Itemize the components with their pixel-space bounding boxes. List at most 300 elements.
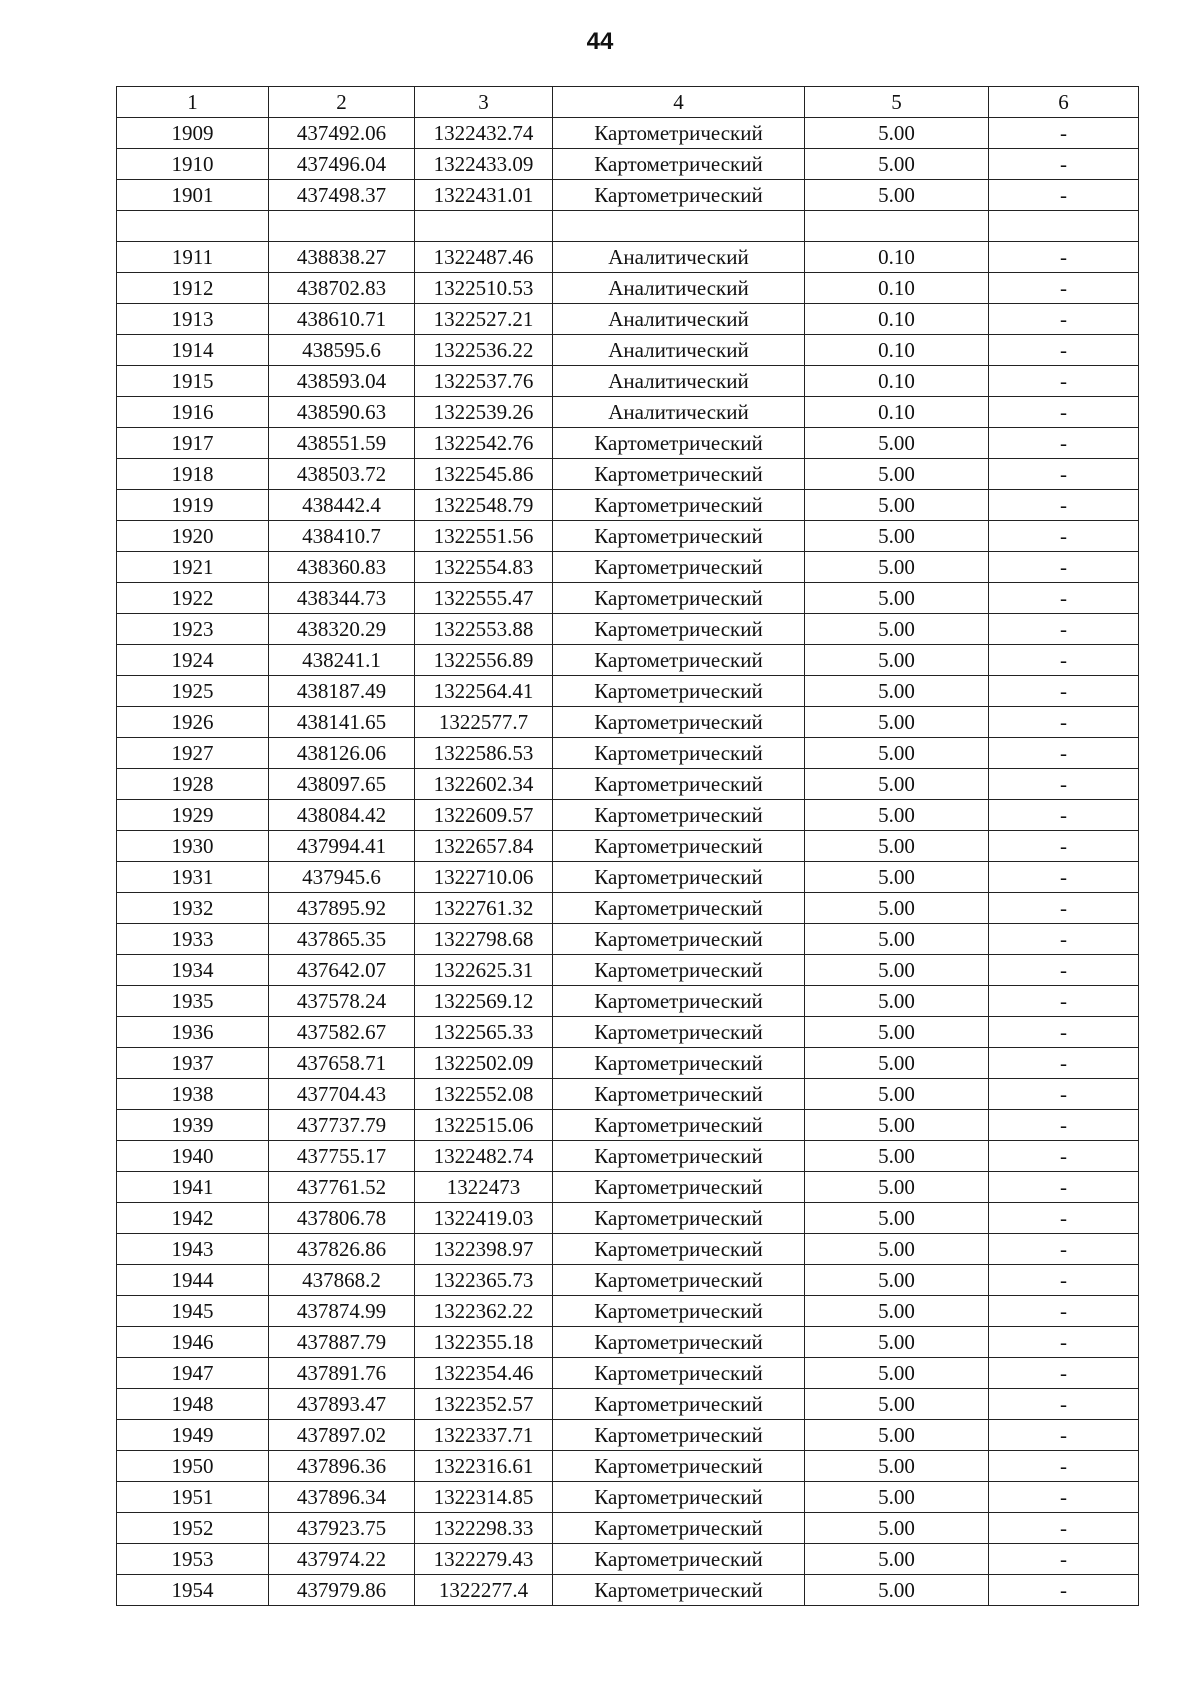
- note-cell: -: [989, 1079, 1139, 1110]
- note-cell: -: [989, 1234, 1139, 1265]
- accuracy-cell: 5.00: [805, 1265, 989, 1296]
- method-cell: Картометрический: [553, 893, 805, 924]
- y-coordinate-cell: 1322365.73: [415, 1265, 553, 1296]
- x-coordinate-cell: 438503.72: [269, 459, 415, 490]
- method-cell: Картометрический: [553, 1172, 805, 1203]
- note-cell: -: [989, 1575, 1139, 1606]
- y-coordinate-cell: 1322473: [415, 1172, 553, 1203]
- table-row: [117, 1358, 1139, 1389]
- x-coordinate-cell: 437893.47: [269, 1389, 415, 1420]
- x-coordinate-cell: 438595.6: [269, 335, 415, 366]
- method-cell: Картометрический: [553, 1451, 805, 1482]
- y-coordinate-cell: 1322316.61: [415, 1451, 553, 1482]
- table-row: [117, 335, 1139, 366]
- x-coordinate-cell: 438241.1: [269, 645, 415, 676]
- y-coordinate-cell: 1322577.7: [415, 707, 553, 738]
- note-cell: -: [989, 862, 1139, 893]
- method-cell: Картометрический: [553, 707, 805, 738]
- table-row: [117, 304, 1139, 335]
- y-coordinate-cell: 1322537.76: [415, 366, 553, 397]
- note-cell: -: [989, 1513, 1139, 1544]
- method-cell: Картометрический: [553, 1203, 805, 1234]
- table-row: [117, 242, 1139, 273]
- note-cell: -: [989, 738, 1139, 769]
- y-coordinate-cell: 1322552.08: [415, 1079, 553, 1110]
- accuracy-cell: 5.00: [805, 521, 989, 552]
- y-coordinate-cell: 1322419.03: [415, 1203, 553, 1234]
- table-row: [117, 614, 1139, 645]
- table-row: [117, 893, 1139, 924]
- method-cell: Картометрический: [553, 1048, 805, 1079]
- method-cell: Картометрический: [553, 1017, 805, 1048]
- note-cell: -: [989, 614, 1139, 645]
- method-cell: Картометрический: [553, 769, 805, 800]
- note-cell: -: [989, 1172, 1139, 1203]
- method-cell: Картометрический: [553, 986, 805, 1017]
- y-coordinate-cell: 1322536.22: [415, 335, 553, 366]
- x-coordinate-cell: 437704.43: [269, 1079, 415, 1110]
- x-coordinate-cell: 437923.75: [269, 1513, 415, 1544]
- method-cell: [553, 211, 805, 242]
- method-cell: Картометрический: [553, 1079, 805, 1110]
- point-number-cell: 1936: [117, 1017, 269, 1048]
- method-cell: Картометрический: [553, 862, 805, 893]
- point-number-cell: 1935: [117, 986, 269, 1017]
- note-cell: -: [989, 893, 1139, 924]
- accuracy-cell: 5.00: [805, 1172, 989, 1203]
- table-row: [117, 1172, 1139, 1203]
- method-cell: Картометрический: [553, 180, 805, 211]
- table-row: [117, 397, 1139, 428]
- accuracy-cell: 5.00: [805, 1420, 989, 1451]
- note-cell: -: [989, 118, 1139, 149]
- point-number-cell: 1937: [117, 1048, 269, 1079]
- accuracy-cell: 5.00: [805, 955, 989, 986]
- y-coordinate-cell: 1322515.06: [415, 1110, 553, 1141]
- note-cell: -: [989, 645, 1139, 676]
- x-coordinate-cell: 437896.34: [269, 1482, 415, 1513]
- x-coordinate-cell: 438410.7: [269, 521, 415, 552]
- y-coordinate-cell: 1322609.57: [415, 800, 553, 831]
- point-number-cell: 1932: [117, 893, 269, 924]
- accuracy-cell: 5.00: [805, 118, 989, 149]
- point-number-cell: 1951: [117, 1482, 269, 1513]
- accuracy-cell: 5.00: [805, 986, 989, 1017]
- method-cell: Картометрический: [553, 1513, 805, 1544]
- x-coordinate-cell: 438838.27: [269, 242, 415, 273]
- table-row: [117, 1203, 1139, 1234]
- method-cell: Картометрический: [553, 1141, 805, 1172]
- y-coordinate-cell: 1322556.89: [415, 645, 553, 676]
- y-coordinate-cell: 1322510.53: [415, 273, 553, 304]
- y-coordinate-cell: 1322298.33: [415, 1513, 553, 1544]
- table-row: [117, 490, 1139, 521]
- y-coordinate-cell: 1322354.46: [415, 1358, 553, 1389]
- accuracy-cell: [805, 211, 989, 242]
- table-row: [117, 118, 1139, 149]
- method-cell: Картометрический: [553, 1575, 805, 1606]
- point-number-cell: 1930: [117, 831, 269, 862]
- table-row: [117, 645, 1139, 676]
- x-coordinate-cell: 437874.99: [269, 1296, 415, 1327]
- y-coordinate-cell: 1322487.46: [415, 242, 553, 273]
- table-row: [117, 211, 1139, 242]
- point-number-cell: 1944: [117, 1265, 269, 1296]
- point-number-cell: 1920: [117, 521, 269, 552]
- method-cell: Картометрический: [553, 676, 805, 707]
- y-coordinate-cell: 1322710.06: [415, 862, 553, 893]
- y-coordinate-cell: 1322569.12: [415, 986, 553, 1017]
- x-coordinate-cell: 438442.4: [269, 490, 415, 521]
- y-coordinate-cell: 1322548.79: [415, 490, 553, 521]
- accuracy-cell: 5.00: [805, 1234, 989, 1265]
- accuracy-cell: 5.00: [805, 831, 989, 862]
- point-number-cell: 1901: [117, 180, 269, 211]
- x-coordinate-cell: 437578.24: [269, 986, 415, 1017]
- x-coordinate-cell: 437865.35: [269, 924, 415, 955]
- method-cell: Картометрический: [553, 1234, 805, 1265]
- x-coordinate-cell: 437496.04: [269, 149, 415, 180]
- x-coordinate-cell: 437887.79: [269, 1327, 415, 1358]
- note-cell: -: [989, 676, 1139, 707]
- point-number-cell: 1950: [117, 1451, 269, 1482]
- note-cell: -: [989, 459, 1139, 490]
- method-cell: Картометрический: [553, 1482, 805, 1513]
- note-cell: -: [989, 800, 1139, 831]
- accuracy-cell: 5.00: [805, 1048, 989, 1079]
- point-number-cell: 1939: [117, 1110, 269, 1141]
- table-row: [117, 862, 1139, 893]
- note-cell: -: [989, 1420, 1139, 1451]
- method-cell: Картометрический: [553, 149, 805, 180]
- accuracy-cell: 5.00: [805, 583, 989, 614]
- accuracy-cell: 5.00: [805, 1389, 989, 1420]
- note-cell: -: [989, 1265, 1139, 1296]
- method-cell: Картометрический: [553, 1296, 805, 1327]
- x-coordinate-cell: [269, 211, 415, 242]
- note-cell: -: [989, 1203, 1139, 1234]
- point-number-cell: 1924: [117, 645, 269, 676]
- point-number-cell: 1922: [117, 583, 269, 614]
- point-number-cell: 1919: [117, 490, 269, 521]
- note-cell: -: [989, 1451, 1139, 1482]
- point-number-cell: 1953: [117, 1544, 269, 1575]
- accuracy-cell: 0.10: [805, 366, 989, 397]
- note-cell: -: [989, 428, 1139, 459]
- point-number-cell: 1952: [117, 1513, 269, 1544]
- method-cell: Картометрический: [553, 428, 805, 459]
- point-number-cell: 1947: [117, 1358, 269, 1389]
- method-cell: Картометрический: [553, 1389, 805, 1420]
- y-coordinate-cell: 1322554.83: [415, 552, 553, 583]
- note-cell: -: [989, 924, 1139, 955]
- y-coordinate-cell: 1322798.68: [415, 924, 553, 955]
- accuracy-cell: 0.10: [805, 397, 989, 428]
- x-coordinate-cell: 437896.36: [269, 1451, 415, 1482]
- y-coordinate-cell: 1322432.74: [415, 118, 553, 149]
- point-number-cell: 1925: [117, 676, 269, 707]
- method-cell: Аналитический: [553, 242, 805, 273]
- accuracy-cell: 5.00: [805, 490, 989, 521]
- accuracy-cell: 5.00: [805, 1575, 989, 1606]
- point-number-cell: 1915: [117, 366, 269, 397]
- note-cell: -: [989, 583, 1139, 614]
- table-body: [117, 118, 1139, 1606]
- method-cell: Картометрический: [553, 1265, 805, 1296]
- y-coordinate-cell: 1322398.97: [415, 1234, 553, 1265]
- point-number-cell: 1943: [117, 1234, 269, 1265]
- note-cell: -: [989, 180, 1139, 211]
- table-row: [117, 1575, 1139, 1606]
- table-row: [117, 1048, 1139, 1079]
- y-coordinate-cell: 1322657.84: [415, 831, 553, 862]
- note-cell: -: [989, 831, 1139, 862]
- x-coordinate-cell: 438084.42: [269, 800, 415, 831]
- note-cell: -: [989, 986, 1139, 1017]
- note-cell: -: [989, 1048, 1139, 1079]
- point-number-cell: 1934: [117, 955, 269, 986]
- y-coordinate-cell: 1322431.01: [415, 180, 553, 211]
- point-number-cell: 1929: [117, 800, 269, 831]
- accuracy-cell: 5.00: [805, 924, 989, 955]
- x-coordinate-cell: 437897.02: [269, 1420, 415, 1451]
- table-row: [117, 1141, 1139, 1172]
- y-coordinate-cell: 1322527.21: [415, 304, 553, 335]
- method-cell: Аналитический: [553, 273, 805, 304]
- x-coordinate-cell: 437994.41: [269, 831, 415, 862]
- method-cell: Картометрический: [553, 521, 805, 552]
- x-coordinate-cell: 438344.73: [269, 583, 415, 614]
- note-cell: -: [989, 397, 1139, 428]
- table-row: [117, 1017, 1139, 1048]
- x-coordinate-cell: 438320.29: [269, 614, 415, 645]
- accuracy-cell: 5.00: [805, 428, 989, 459]
- table-row: [117, 459, 1139, 490]
- method-cell: Картометрический: [553, 614, 805, 645]
- accuracy-cell: 5.00: [805, 893, 989, 924]
- column-header: 2: [269, 87, 415, 118]
- y-coordinate-cell: 1322433.09: [415, 149, 553, 180]
- note-cell: -: [989, 955, 1139, 986]
- x-coordinate-cell: 437582.67: [269, 1017, 415, 1048]
- note-cell: -: [989, 552, 1139, 583]
- method-cell: Картометрический: [553, 955, 805, 986]
- column-header: 5: [805, 87, 989, 118]
- x-coordinate-cell: 437891.76: [269, 1358, 415, 1389]
- method-cell: Картометрический: [553, 1544, 805, 1575]
- accuracy-cell: 5.00: [805, 1203, 989, 1234]
- table-row: [117, 273, 1139, 304]
- note-cell: -: [989, 521, 1139, 552]
- x-coordinate-cell: 437755.17: [269, 1141, 415, 1172]
- y-coordinate-cell: 1322337.71: [415, 1420, 553, 1451]
- y-coordinate-cell: 1322553.88: [415, 614, 553, 645]
- note-cell: -: [989, 490, 1139, 521]
- point-number-cell: 1945: [117, 1296, 269, 1327]
- y-coordinate-cell: 1322555.47: [415, 583, 553, 614]
- point-number-cell: 1942: [117, 1203, 269, 1234]
- table-row: [117, 924, 1139, 955]
- note-cell: -: [989, 304, 1139, 335]
- x-coordinate-cell: 437868.2: [269, 1265, 415, 1296]
- point-number-cell: 1911: [117, 242, 269, 273]
- x-coordinate-cell: 437498.37: [269, 180, 415, 211]
- y-coordinate-cell: 1322279.43: [415, 1544, 553, 1575]
- accuracy-cell: 5.00: [805, 552, 989, 583]
- method-cell: Картометрический: [553, 1420, 805, 1451]
- accuracy-cell: 5.00: [805, 769, 989, 800]
- method-cell: Аналитический: [553, 304, 805, 335]
- note-cell: -: [989, 366, 1139, 397]
- note-cell: -: [989, 1389, 1139, 1420]
- point-number-cell: 1918: [117, 459, 269, 490]
- method-cell: Картометрический: [553, 738, 805, 769]
- y-coordinate-cell: 1322502.09: [415, 1048, 553, 1079]
- table-row: [117, 1389, 1139, 1420]
- y-coordinate-cell: 1322564.41: [415, 676, 553, 707]
- note-cell: -: [989, 1296, 1139, 1327]
- point-number-cell: [117, 211, 269, 242]
- y-coordinate-cell: 1322277.4: [415, 1575, 553, 1606]
- accuracy-cell: 5.00: [805, 459, 989, 490]
- accuracy-cell: 5.00: [805, 1451, 989, 1482]
- note-cell: -: [989, 335, 1139, 366]
- table-row: [117, 180, 1139, 211]
- x-coordinate-cell: 437737.79: [269, 1110, 415, 1141]
- table-row: [117, 366, 1139, 397]
- y-coordinate-cell: 1322602.34: [415, 769, 553, 800]
- note-cell: -: [989, 1017, 1139, 1048]
- table-row: [117, 800, 1139, 831]
- point-number-cell: 1923: [117, 614, 269, 645]
- accuracy-cell: 5.00: [805, 149, 989, 180]
- point-number-cell: 1912: [117, 273, 269, 304]
- table-row: [117, 1482, 1139, 1513]
- method-cell: Аналитический: [553, 335, 805, 366]
- y-coordinate-cell: 1322352.57: [415, 1389, 553, 1420]
- point-number-cell: 1933: [117, 924, 269, 955]
- accuracy-cell: 5.00: [805, 1110, 989, 1141]
- accuracy-cell: 5.00: [805, 1544, 989, 1575]
- table-row: [117, 707, 1139, 738]
- table-row: [117, 831, 1139, 862]
- note-cell: -: [989, 149, 1139, 180]
- method-cell: Картометрический: [553, 118, 805, 149]
- x-coordinate-cell: 437945.6: [269, 862, 415, 893]
- method-cell: Картометрический: [553, 1327, 805, 1358]
- method-cell: Картометрический: [553, 1110, 805, 1141]
- point-number-cell: 1921: [117, 552, 269, 583]
- x-coordinate-cell: 437806.78: [269, 1203, 415, 1234]
- point-number-cell: 1917: [117, 428, 269, 459]
- note-cell: -: [989, 1110, 1139, 1141]
- point-number-cell: 1928: [117, 769, 269, 800]
- accuracy-cell: 5.00: [805, 614, 989, 645]
- x-coordinate-cell: 438126.06: [269, 738, 415, 769]
- y-coordinate-cell: 1322565.33: [415, 1017, 553, 1048]
- y-coordinate-cell: 1322355.18: [415, 1327, 553, 1358]
- table-header-row: [117, 87, 1139, 118]
- x-coordinate-cell: 437492.06: [269, 118, 415, 149]
- point-number-cell: 1926: [117, 707, 269, 738]
- note-cell: -: [989, 769, 1139, 800]
- point-number-cell: 1954: [117, 1575, 269, 1606]
- point-number-cell: 1913: [117, 304, 269, 335]
- coordinates-table: [116, 86, 1139, 1606]
- table-row: [117, 1451, 1139, 1482]
- column-header: 1: [117, 87, 269, 118]
- point-number-cell: 1940: [117, 1141, 269, 1172]
- method-cell: Картометрический: [553, 552, 805, 583]
- y-coordinate-cell: 1322761.32: [415, 893, 553, 924]
- accuracy-cell: 5.00: [805, 1358, 989, 1389]
- table-row: [117, 552, 1139, 583]
- y-coordinate-cell: 1322314.85: [415, 1482, 553, 1513]
- page-number: 44: [586, 28, 614, 55]
- note-cell: -: [989, 1358, 1139, 1389]
- x-coordinate-cell: 438593.04: [269, 366, 415, 397]
- note-cell: -: [989, 1482, 1139, 1513]
- point-number-cell: 1938: [117, 1079, 269, 1110]
- table-row: [117, 1296, 1139, 1327]
- y-coordinate-cell: 1322625.31: [415, 955, 553, 986]
- x-coordinate-cell: 438187.49: [269, 676, 415, 707]
- accuracy-cell: 5.00: [805, 800, 989, 831]
- table-row: [117, 149, 1139, 180]
- y-coordinate-cell: 1322482.74: [415, 1141, 553, 1172]
- point-number-cell: 1914: [117, 335, 269, 366]
- y-coordinate-cell: 1322551.56: [415, 521, 553, 552]
- method-cell: Картометрический: [553, 924, 805, 955]
- method-cell: Картометрический: [553, 583, 805, 614]
- x-coordinate-cell: 438360.83: [269, 552, 415, 583]
- accuracy-cell: 5.00: [805, 1296, 989, 1327]
- x-coordinate-cell: 438590.63: [269, 397, 415, 428]
- column-header: 4: [553, 87, 805, 118]
- table-row: [117, 769, 1139, 800]
- x-coordinate-cell: 437642.07: [269, 955, 415, 986]
- table-row: [117, 1544, 1139, 1575]
- table-row: [117, 428, 1139, 459]
- table-row: [117, 521, 1139, 552]
- table-row: [117, 583, 1139, 614]
- table-row: [117, 1079, 1139, 1110]
- accuracy-cell: 0.10: [805, 273, 989, 304]
- table-row: [117, 1420, 1139, 1451]
- method-cell: Картометрический: [553, 645, 805, 676]
- x-coordinate-cell: 438551.59: [269, 428, 415, 459]
- accuracy-cell: 5.00: [805, 707, 989, 738]
- x-coordinate-cell: 437895.92: [269, 893, 415, 924]
- column-header: 6: [989, 87, 1139, 118]
- x-coordinate-cell: 437826.86: [269, 1234, 415, 1265]
- method-cell: Аналитический: [553, 397, 805, 428]
- column-header: 3: [415, 87, 553, 118]
- method-cell: Картометрический: [553, 800, 805, 831]
- method-cell: Картометрический: [553, 459, 805, 490]
- x-coordinate-cell: 437658.71: [269, 1048, 415, 1079]
- note-cell: -: [989, 1141, 1139, 1172]
- y-coordinate-cell: 1322539.26: [415, 397, 553, 428]
- note-cell: -: [989, 1327, 1139, 1358]
- x-coordinate-cell: 437979.86: [269, 1575, 415, 1606]
- y-coordinate-cell: 1322545.86: [415, 459, 553, 490]
- method-cell: Картометрический: [553, 1358, 805, 1389]
- x-coordinate-cell: 437761.52: [269, 1172, 415, 1203]
- point-number-cell: 1910: [117, 149, 269, 180]
- method-cell: Аналитический: [553, 366, 805, 397]
- accuracy-cell: 5.00: [805, 180, 989, 211]
